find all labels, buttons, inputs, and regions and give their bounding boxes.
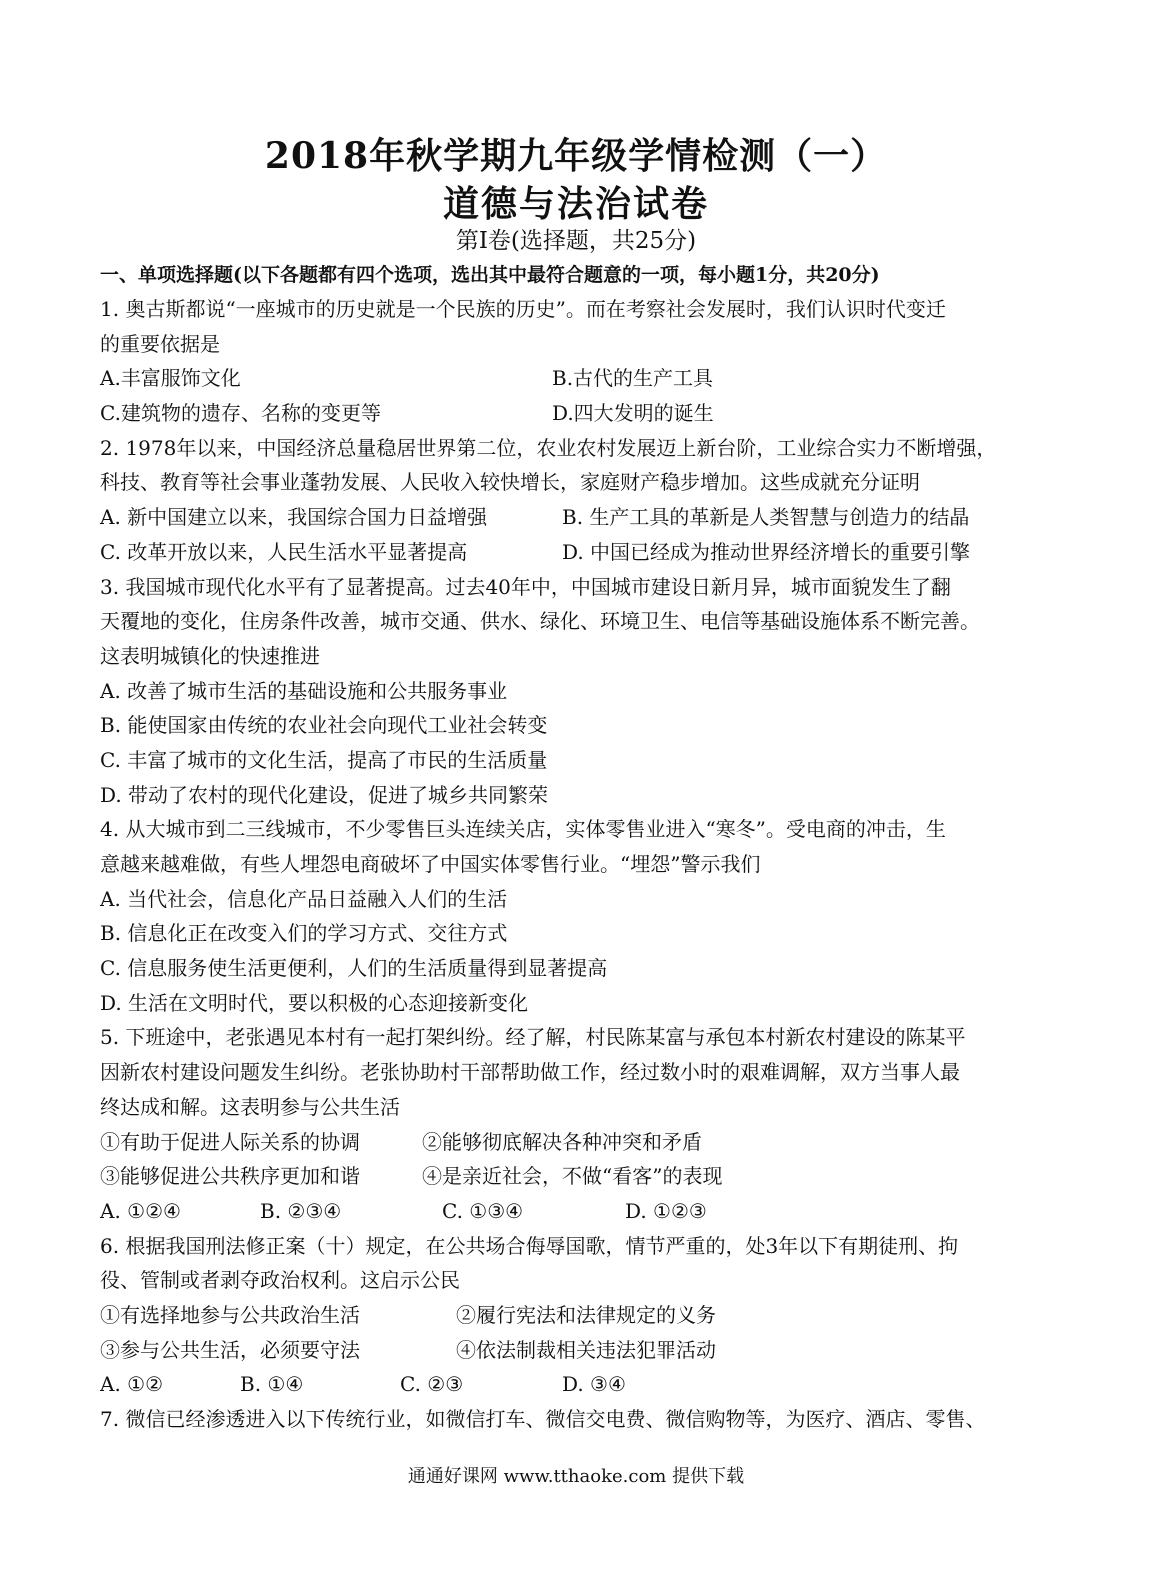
q5-statement-1: ①有助于促进人际关系的协调: [100, 1129, 360, 1154]
q2-option-b: B. 生产工具的革新是人类智慧与创造力的结晶: [562, 505, 970, 530]
q6-statement-1: ①有选择地参与公共政治生活: [100, 1302, 360, 1327]
q3-option-a: A. 改善了城市生活的基础设施和公共服务事业: [100, 678, 508, 703]
q6-stem-line-1: 6. 根据我国刑法修正案（十）规定，在公共场合侮辱国歌，情节严重的，处3年以下有期徒刑、拘: [100, 1233, 959, 1258]
q2-options-row-2: [100, 535, 1060, 570]
q2-option-c: C. 改革开放以来，人民生活水平显著提高: [100, 539, 468, 564]
q6-statement-4: ④依法制裁相关违法犯罪活动: [456, 1337, 716, 1362]
q6-options-row: [100, 1367, 1060, 1402]
q6-statement-2: ②履行宪法和法律规定的义务: [456, 1302, 716, 1327]
q3-option-b: B. 能使国家由传统的农业社会向现代工业社会转变: [100, 713, 548, 738]
q5-statements-row-1: [100, 1125, 1060, 1160]
q3-option-c: C. 丰富了城市的文化生活，提高了市民的生活质量: [100, 747, 548, 772]
q4-option-d: D. 生活在文明时代，要以积极的心态迎接新变化: [100, 990, 529, 1015]
q6-statements-row-2: [100, 1333, 1060, 1368]
q6-stem-line-2: 役、管制或者剥夺政治权利。这启示公民: [100, 1268, 460, 1293]
q5-statement-4: ④是亲近社会，不做“看客”的表现: [422, 1164, 723, 1189]
q5-option-d: D. ①②③: [625, 1198, 707, 1223]
q1-stem-line-1: 1. 奥古斯都说“一座城市的历史就是一个民族的历史”。而在考察社会发展时，我们认识时代变迁: [100, 297, 946, 321]
exam-subtitle: 道德与法治试卷: [442, 183, 709, 225]
q2-stem-line-2: 科技、教育等社会事业蓬勃发展、人民收入较快增长，家庭财产稳步增加。这些成就充分证明: [100, 470, 920, 495]
q5-statement-2: ②能够彻底解决各种冲突和矛盾: [422, 1129, 702, 1154]
q4-option-b: B. 信息化正在改变入们的学习方式、交往方式: [100, 921, 508, 946]
q1-stem-line-2: 的重要依据是: [100, 331, 220, 356]
q3-stem-line-2: 天覆地的变化，住房条件改善，城市交通、供水、绿化、环境卫生、电信等基础设施体系不断完善。: [100, 609, 980, 634]
q1-options-row-2: [100, 396, 1060, 431]
q1-option-c: C.建筑物的遗存、名称的变更等: [100, 401, 381, 426]
q7-stem-line-1: 7. 微信已经渗透进入以下传统行业，如微信打车、微信交电费、微信购物等，为医疗、酒店、零售、: [100, 1407, 986, 1431]
q1-option-a: A.丰富服饰文化: [100, 366, 241, 391]
q2-option-d: D. 中国已经成为推动世界经济增长的重要引擎: [562, 539, 971, 564]
q4-stem-line-2: 意越来越难做，有些人埋怨电商破坏了中国实体零售行业。“埋怨”警示我们: [100, 852, 761, 876]
q4-stem-line-1: 4. 从大城市到二三线城市，不少零售巨头连续关店，实体零售业进入“寒冬”。受电商的冲击，生: [100, 817, 946, 842]
q2-option-a: A. 新中国建立以来，我国综合国力日益增强: [100, 505, 488, 530]
q2-options-row-1: [100, 500, 1060, 535]
q5-option-c: C. ①③④: [442, 1198, 524, 1223]
q6-option-a: A. ①②: [100, 1372, 164, 1397]
q5-option-a: A. ①②④: [100, 1198, 181, 1223]
q6-statement-3: ③参与公共生活，必须要守法: [100, 1337, 360, 1362]
q4-option-a: A. 当代社会，信息化产品日益融入人们的生活: [100, 886, 508, 911]
question-list: [100, 292, 1060, 1437]
q6-option-d: D. ③④: [562, 1372, 626, 1397]
q4-option-c: C. 信息服务使生活更便利，人们的生活质量得到显著提高: [100, 956, 608, 981]
q6-option-b: B. ①④: [240, 1372, 304, 1397]
part-title: 第Ⅰ卷(选择题，共25分): [455, 228, 697, 254]
q1-option-b: B.古代的生产工具: [552, 366, 714, 391]
q5-statement-3: ③能够促进公共秩序更加和谐: [100, 1164, 360, 1189]
page-footer: 通通好课网 www.tthaoke.com 提供下载: [407, 1466, 745, 1487]
q2-stem-line-1: 2. 1978年以来，中国经济总量稳居世界第二位，农业农村发展迈上新台阶，工业综合实力不断增强，: [100, 435, 997, 460]
q1-options-row-1: [100, 361, 1060, 396]
q5-stem-line-1: 5. 下班途中，老张遇见本村有一起打架纠纷。经了解，村民陈某富与承包本村新农村建设的陈某平: [100, 1025, 966, 1050]
q5-option-b: B. ②③④: [260, 1198, 342, 1223]
q6-option-c: C. ②③: [400, 1372, 464, 1397]
q1-option-d: D.四大发明的诞生: [552, 401, 714, 426]
q6-statements-row-1: [100, 1298, 1060, 1333]
q3-option-d: D. 带动了农村的现代化建设，促进了城乡共同繁荣: [100, 782, 549, 807]
section-heading: 一、单项选择题(以下各题都有四个选项，选出其中最符合题意的一项，每小题1分，共20分): [100, 264, 880, 286]
q5-options-row: [100, 1194, 1060, 1229]
exam-title: 2018年秋学期九年级学情检测（一）: [264, 135, 888, 177]
q5-stem-line-3: 终达成和解。这表明参与公共生活: [100, 1094, 400, 1119]
q3-stem-line-3: 这表明城镇化的快速推进: [100, 643, 320, 668]
q3-stem-line-1: 3. 我国城市现代化水平有了显著提高。过去40年中，中国城市建设日新月异，城市面貌发生了翻: [100, 574, 951, 599]
q5-stem-line-2: 因新农村建设问题发生纠纷。老张协助村干部帮助做工作，经过数小时的艰难调解，双方当事人最: [100, 1060, 960, 1085]
q5-statements-row-2: [100, 1159, 1060, 1194]
